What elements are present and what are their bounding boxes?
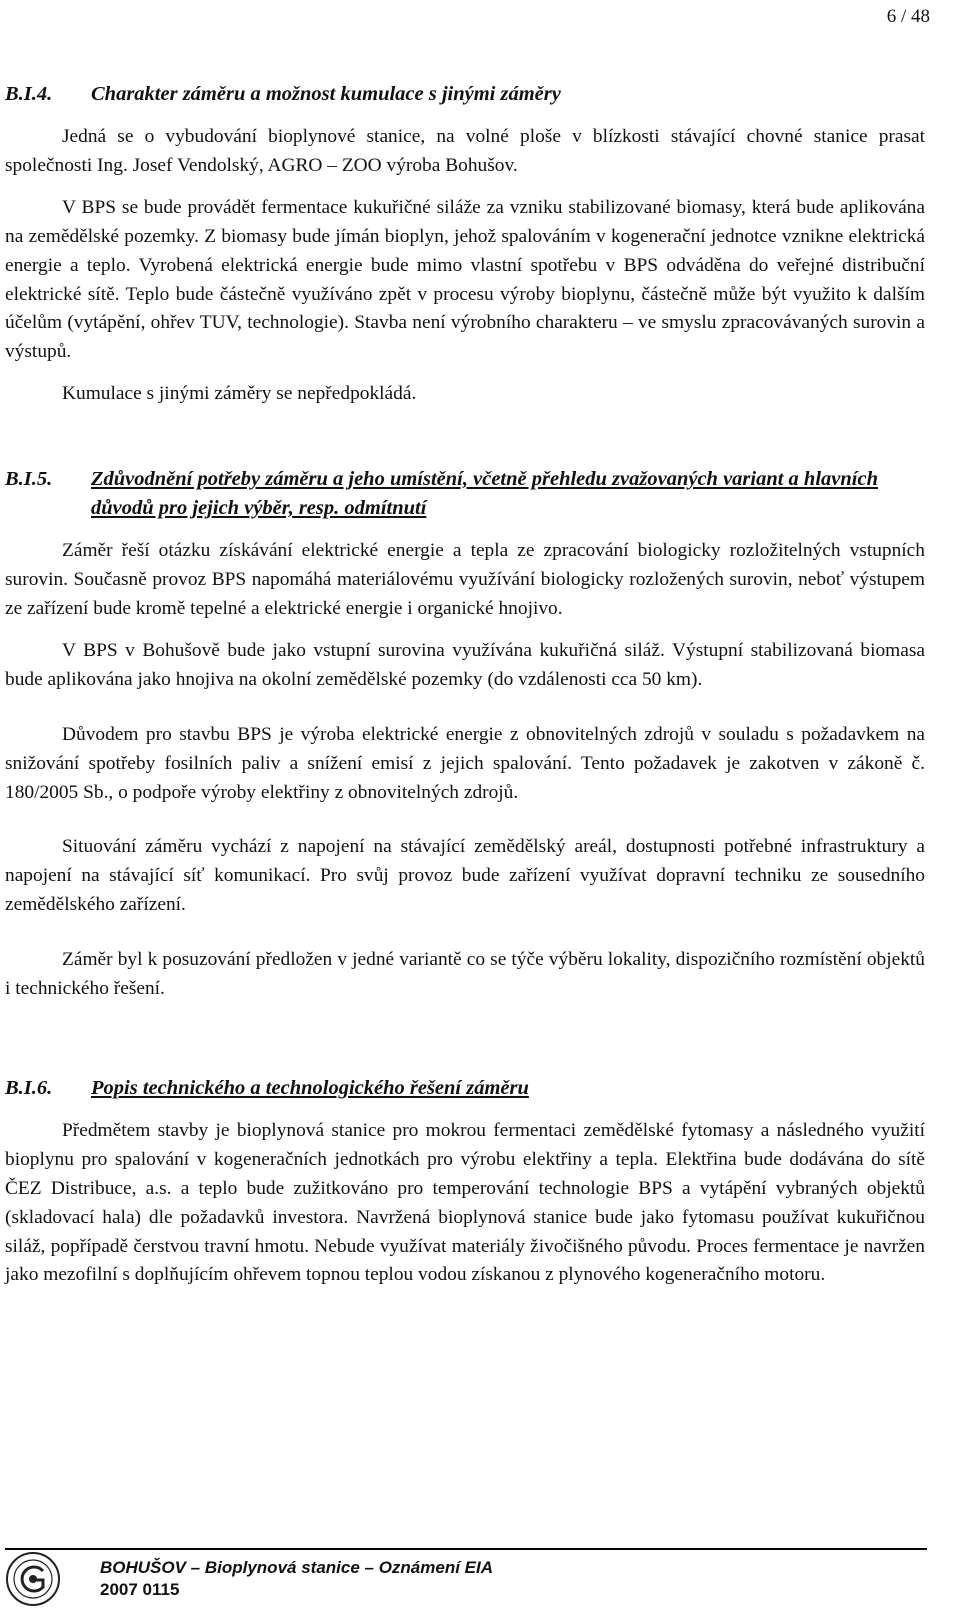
paragraph: Jedná se o vybudování bioplynové stanice, na volné ploše v blízkosti stávající chovné stanice prasat společnosti Ing. Josef Vendolský, AGRO – ZOO výroba Bohušov. — [5, 126, 925, 176]
section-number: B.I.4. — [5, 83, 53, 105]
paragraph: Záměr byl k posuzování předložen v jedné variantě co se týče výběru lokality, dispozičního rozmístění objektů i technického řešení. — [5, 949, 925, 1000]
paragraph: Důvodem pro stavbu BPS je výroba elektrické energie z obnovitelných zdrojů v souladu s požadavkem na snižování spotřeby fosilních paliv a snížení emisí z jejich spalování. Tento požadavek je zakotven v zákoně č. 180/2005 Sb., o podpoře výroby elektřiny z obnovitelných zdrojů. — [5, 723, 925, 803]
footer-code: 2007 0115 — [100, 1580, 180, 1599]
paragraph: Kumulace s jinými záměry se nepředpokládá. — [62, 383, 417, 405]
paragraph: Předmětem stavby je bioplynová stanice pro mokrou fermentaci zemědělské fytomasy a následného využití bioplynu pro spalování v kogeneračních jednotkách pro výrobu elektřiny a tepla. Elektřina bude dodávána do sítě ČEZ Distribuce, a.s. a teplo bude zužitkováno pro temperování technologie BPS a vytápění vybraných objektů (skladovací hala) dle požadavků investora. Navržená bioplynová stanice bude jako fytomasu používat kukuřičnou siláž, popřípadě čerstvou travní hmotu. Nebude využívat materiály živočišného původu. Proces fermentace je navržen jako mezofilní s doplňujícím ohřevem topnou teplou vodou získanou z plynového kogeneračního motoru. — [5, 1119, 925, 1286]
section-heading-b-i-4 — [5, 80, 925, 109]
section-heading-b-i-5 — [5, 465, 925, 523]
section-number: B.I.6. — [5, 1076, 53, 1099]
footer-title: BOHUŠOV – Bioplynová stanice – Oznámení EIA — [100, 1558, 493, 1577]
footer-rule — [5, 1548, 927, 1550]
document-content — [5, 80, 925, 1290]
paragraph: V BPS se bude provádět fermentace kukuřičné siláže za vzniku stabilizované biomasy, která bude aplikována na zemědělské pozemky. Z biomasy bude jímán bioplyn, jehož spalováním v kogenerační jednotce vznikne elektrická energie a teplo. Vyrobená elektrická energie bude mimo vlastní spotřebu v BPS odváděna do veřejné distribuční elektrické sítě. Teplo bude částečně využíváno zpět v procesu výroby bioplynu, částečně může být využito k dalším účelům (vytápění, ohřev TUV, technologie). Stavba není výrobního charakteru – ve smyslu zpracovávaných surovin a výstupů. — [5, 196, 925, 363]
paragraph: Situování záměru vychází z napojení na stávající zemědělský areál, dostupnosti potřebné infrastruktury a napojení na stávající síť komunikací. Pro svůj provoz bude zařízení využívat dopravní techniku ze sousedního zemědělského zařízení. — [5, 836, 925, 916]
section-number: B.I.5. — [5, 468, 53, 491]
section-title: Charakter záměru a možnost kumulace s jinými záměry — [91, 83, 561, 105]
section-heading-b-i-6 — [5, 1074, 925, 1103]
paragraph: V BPS v Bohušově bude jako vstupní surovina využívána kukuřičná siláž. Výstupní stabilizovaná biomasa bude aplikována jako hnojiva na okolní zemědělské pozemky (do vzdálenosti cca 50 km). — [5, 639, 925, 690]
section-title: Popis technického a technologického řešení záměru — [91, 1076, 529, 1099]
page-number: 6 / 48 — [886, 6, 930, 27]
paragraph: Záměr řeší otázku získávání elektrické energie a tepla ze zpracování biologicky rozložitelných vstupních surovin. Současně provoz BPS napomáhá materiálovému využívání biologicky rozložených surovin, neboť výstupem ze zařízení bude kromě tepelné a elektrické energie i organické hnojivo. — [5, 540, 925, 619]
section-title: Zdůvodnění potřeby záměru a jeho umístění, včetně přehledu zvažovaných variant a hlavních důvodů pro jejich výběr, resp. odmítnutí — [91, 468, 878, 520]
company-seal-icon — [5, 1551, 61, 1607]
page-footer — [5, 1543, 927, 1622]
